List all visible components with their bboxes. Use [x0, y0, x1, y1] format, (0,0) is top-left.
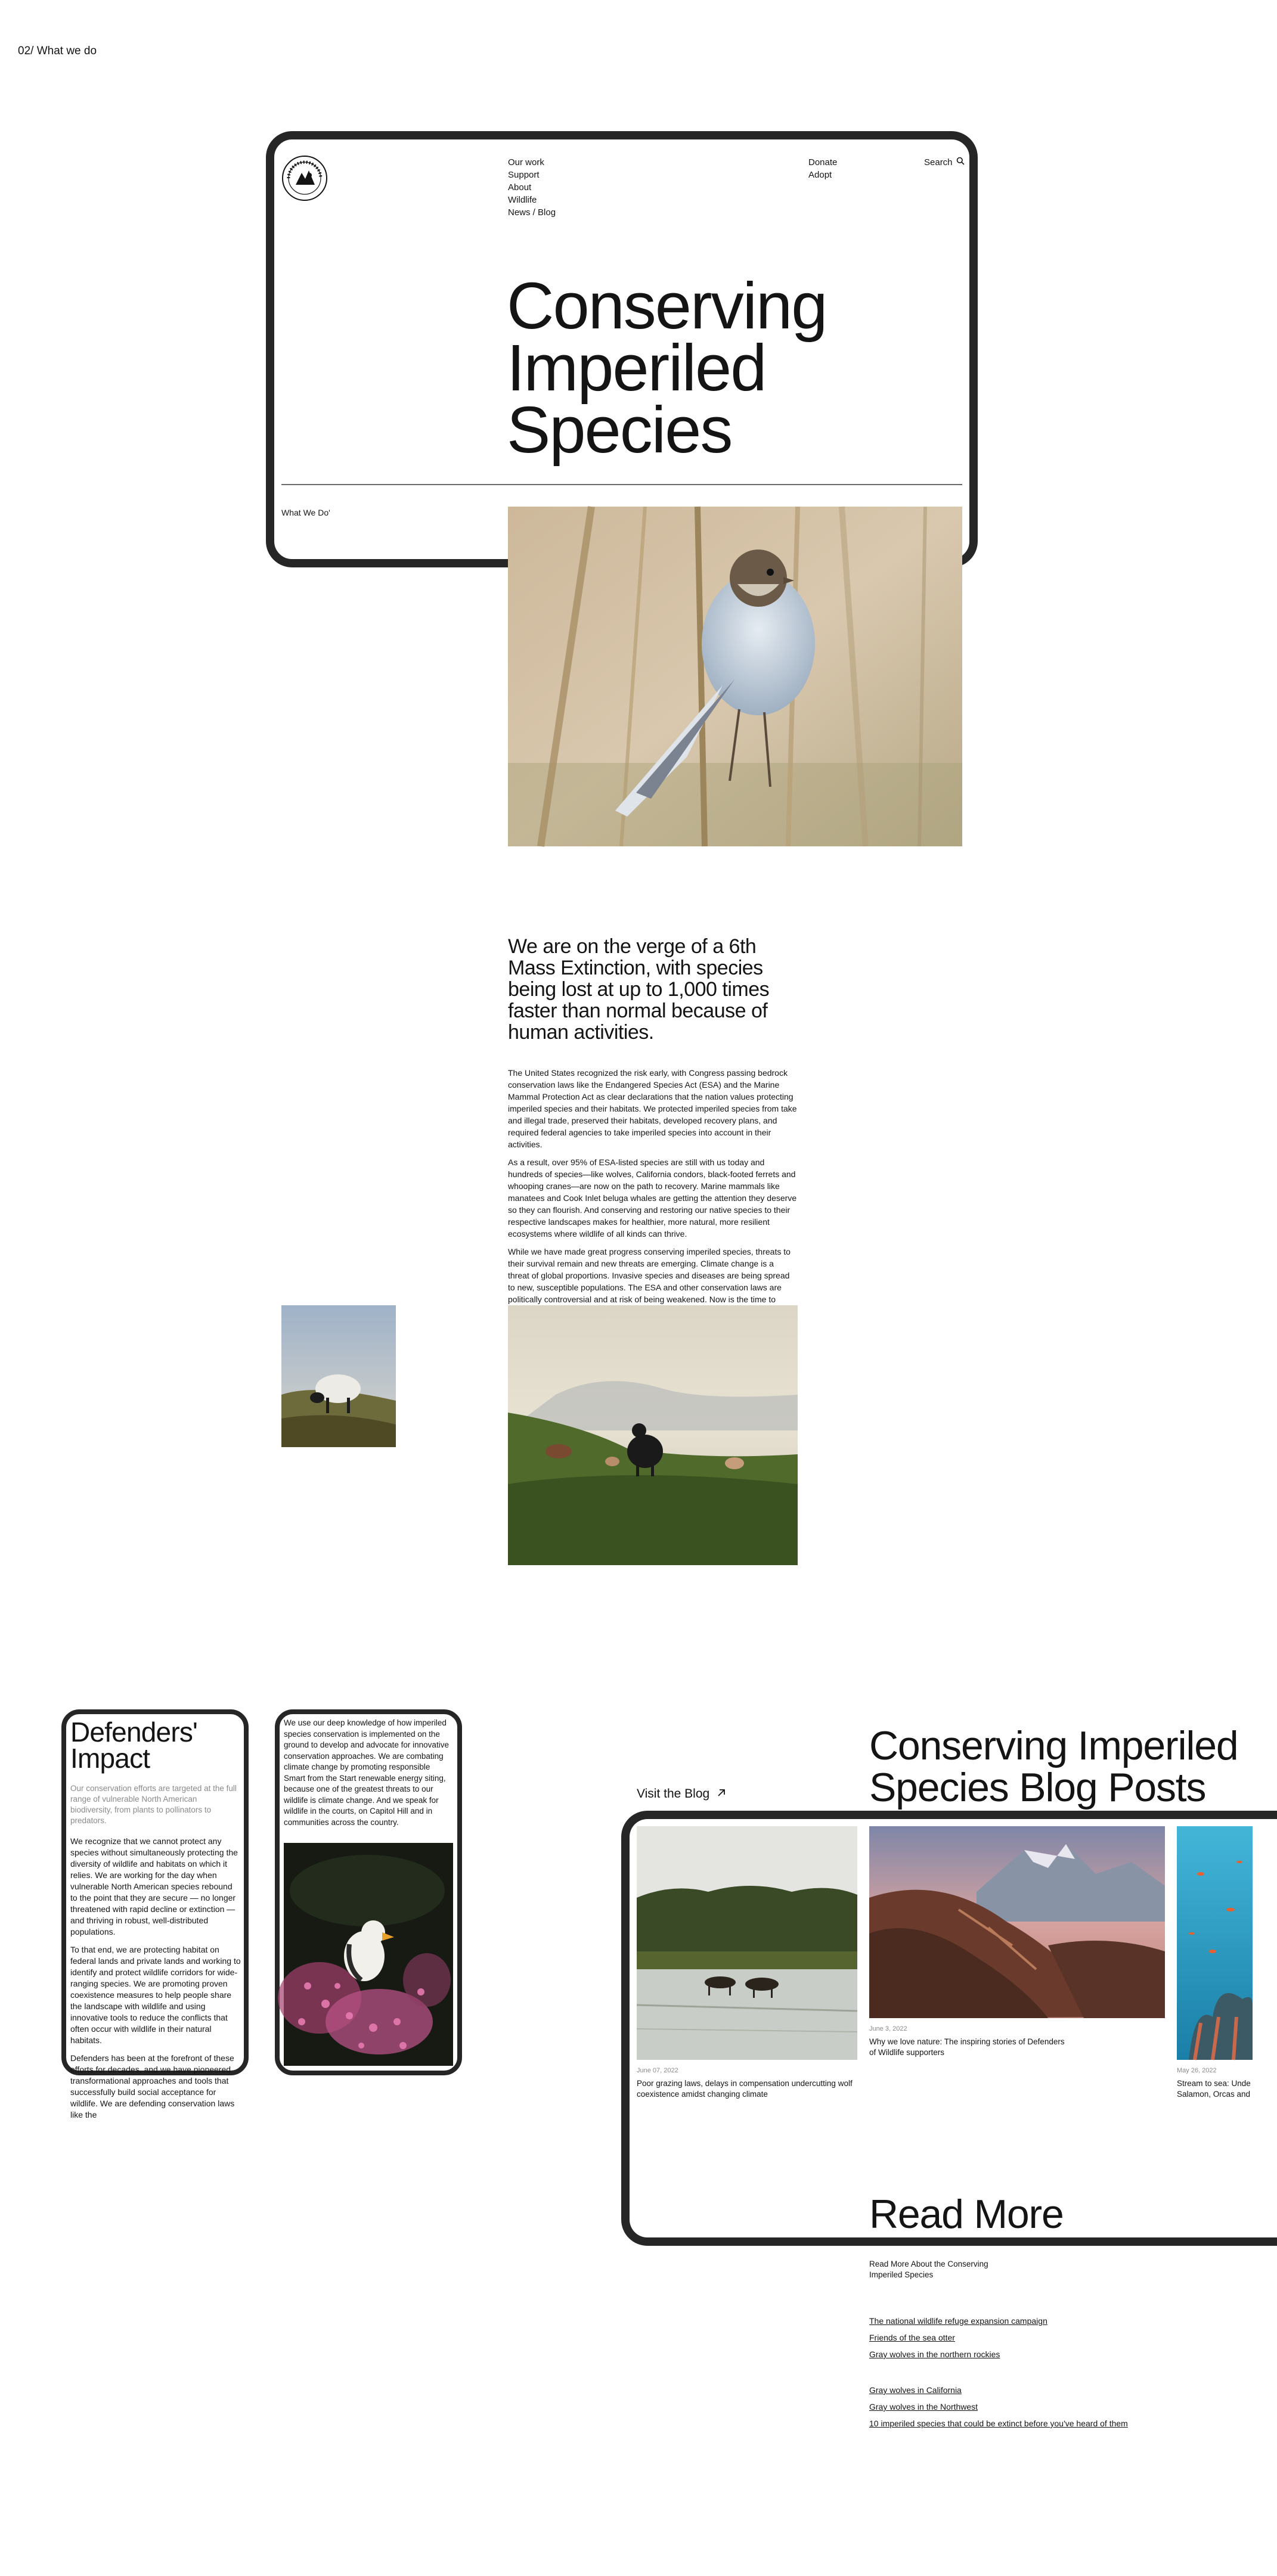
primary-nav — [508, 156, 556, 219]
related-link[interactable]: Gray wolves in the northern rockies — [869, 2350, 1000, 2359]
blog-post-card[interactable] — [637, 1826, 857, 2100]
impact-paragraph: Defenders has been at the forefront of these efforts for decades, and we have pioneered transformational approaches and tools that successfully build social acceptance for wildlife. We are defending conservation laws like the — [70, 2053, 235, 2119]
related-links-group — [869, 2313, 1047, 2363]
underwater-fish-photo — [1177, 1826, 1253, 2060]
intro-paragraph: As a result, over 95% of ESA-listed species are still with us today and hundreds of species—like wolves, California condors, black-footed ferrets and whooping cranes—are now on the path to recovery. Marine mammals like manatees and Cook Inlet beluga whales are getting the attention they deserve so they can flourish. And conserving and restoring our native species to their respective landscapes makes for healthier, more natural, more resilient ecosystems where wildlife of all kinds can thrive. — [508, 1157, 797, 1239]
blog-title: Conserving Imperiled Species Blog Posts — [869, 1723, 1238, 1810]
related-link[interactable]: Gray wolves in California — [869, 2385, 962, 2395]
read-more-title: Read More — [869, 2192, 1064, 2237]
sheep-field-photo — [508, 1305, 798, 1565]
nav-support[interactable]: Support — [508, 170, 540, 180]
search-button[interactable] — [924, 156, 965, 169]
hero-title-line: Imperiled — [507, 331, 766, 405]
search-icon — [956, 156, 965, 169]
blog-post-card[interactable] — [1177, 1826, 1253, 2100]
nav-news-blog[interactable]: News / Blog — [508, 207, 556, 218]
section-label: 02/ What we do — [18, 45, 97, 57]
post-title: Stream to sea: Unde Salamon, Orcas and — [1177, 2079, 1251, 2099]
related-link[interactable]: The national wildlife refuge expansion campaign — [869, 2316, 1047, 2326]
hero-title-line: Species — [507, 393, 732, 467]
hero-title — [507, 269, 960, 467]
hero-divider — [281, 484, 962, 485]
grazing-sheep-photo — [281, 1305, 396, 1447]
knowledge-card — [284, 1718, 453, 1828]
post-date: June 07, 2022 — [637, 2067, 678, 2074]
post-date: June 3, 2022 — [869, 2025, 907, 2032]
sparrow-photo — [508, 507, 962, 846]
wetland-horses-photo — [637, 1826, 857, 2060]
intro-paragraph: While we have made great progress conserving imperiled species, threats to their survival remain and new threats are emerging. Climate change is a threat of global proportions. Invasive species and diseases are being spread to new, susceptible populations. The ESA and other conservation laws are politically controversial and at risk of being weakened. Now is the time to — [508, 1247, 791, 1304]
nav-our-work[interactable]: Our work — [508, 157, 544, 167]
nav-donate[interactable]: Donate — [808, 157, 838, 167]
what-we-do-label: What We Do' — [281, 508, 330, 517]
nav-wildlife[interactable]: Wildlife — [508, 195, 537, 205]
hero-title-line: Conserving — [507, 269, 827, 343]
impact-paragraph: We recognize that we cannot protect any species without simultaneously protecting the diversity of wildlife and habitats on which it relies. We are working for the day when vulnerable North American species rebound to the point that they are secure — no longer threatened with rapid decline or extinction — and thriving in robust, well-distributed populations. — [70, 1836, 238, 1936]
knowledge-text: We use our deep knowledge of how imperiled species conservation is implemented on the ground to develop and advocate for innovative conservation approaches. We are combating climate change by promoting responsible Smart from the Start renewable energy siting, because one of the greatest threats to our wildlife is climate change. And we speak for wildlife in the courts, on Capitol Hill and in communities across the country. — [284, 1718, 449, 1827]
related-link[interactable]: Friends of the sea otter — [869, 2333, 955, 2342]
impact-card — [70, 1717, 241, 2119]
nav-adopt[interactable]: Adopt — [808, 170, 832, 180]
impact-lead: Our conservation efforts are targeted at the full range of vulnerable North American biodiversity, from plants to pollinators to predators. — [70, 1784, 237, 1825]
impact-body — [70, 1836, 241, 2121]
post-title: Poor grazing laws, delays in compensation undercutting wolf coexistence amidst changing climate — [637, 2079, 853, 2099]
blog-post-card[interactable] — [869, 1826, 1165, 2058]
related-link[interactable]: 10 imperiled species that could be extinct before you've heard of them — [869, 2419, 1128, 2428]
post-title: Why we love nature: The inspiring stories of Defenders of Wildlife supporters — [869, 2037, 1065, 2057]
related-links-group — [869, 2382, 1128, 2432]
impact-title: Defenders' Impact — [70, 1717, 198, 1774]
secondary-nav — [808, 156, 837, 181]
post-date: May 26, 2022 — [1177, 2067, 1217, 2074]
puffin-flowers-photo — [284, 1843, 453, 2066]
seal-logo-icon[interactable] — [281, 155, 328, 201]
impact-paragraph: To that end, we are protecting habitat on federal lands and private lands and working to identify and protect wildlife corridors for wide-ranging species. We are promoting proven coexistence measures to help people share the landscape with wildlife and using innovative tools to reduce the conflicts that often occur with wildlife in their natural habitats. — [70, 1945, 241, 2045]
intro-paragraph: The United States recognized the risk early, with Congress passing bedrock conservation laws like the Endangered Species Act (ESA) and the Marine Mammal Protection Act as clear declarations that the nation values protecting imperiled species and their habitats. We protected imperiled species from take and illegal trade, preserved their habitats, developed recovery plans, and required federal agencies to take imperiled species into account in their activities. — [508, 1068, 797, 1149]
related-link[interactable]: Gray wolves in the Northwest — [869, 2402, 978, 2411]
mountain-rocks-photo — [869, 1826, 1165, 2018]
intro-headline: We are on the verge of a 6th Mass Extinction, with species being lost at up to 1,000 times faster than normal because of human activities. — [508, 935, 770, 1044]
visit-blog-link[interactable] — [637, 1787, 726, 1801]
nav-about[interactable]: About — [508, 182, 532, 193]
search-label: Search — [924, 157, 953, 167]
read-more-subtitle: Read More About the Conserving Imperiled Species — [869, 2260, 988, 2279]
visit-blog-label: Visit the Blog — [637, 1787, 710, 1801]
intro-body — [508, 1067, 797, 1323]
arrow-up-right-icon — [717, 1788, 726, 1801]
